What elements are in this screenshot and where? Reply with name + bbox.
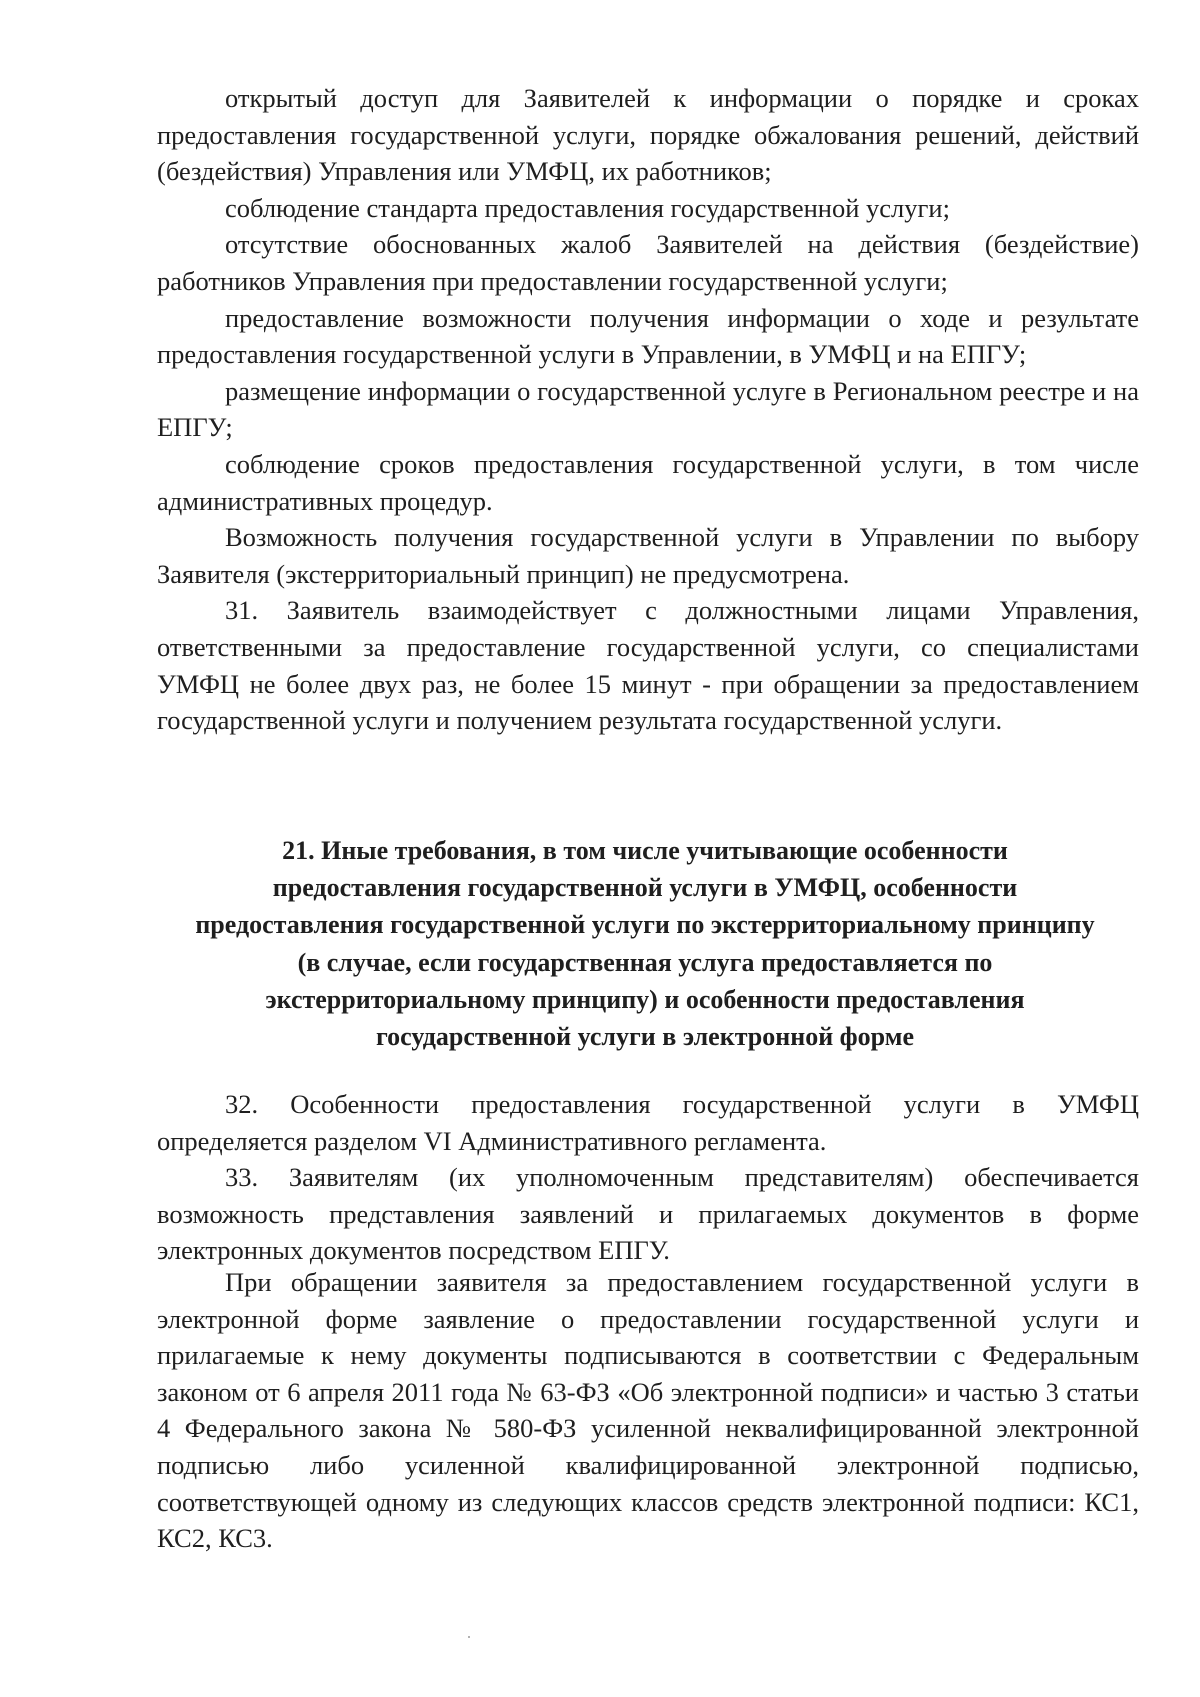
text-block-bottom [157, 1264, 1139, 1557]
paragraph-electronic-signature: При обращении заявителя за предоставлением государственной услуги в электронной форме заявление о предоставлении государственной услуги и прилагаемые к нему документы подписываются в соответствии с Федеральным законом от 6 апреля 2011 года № 63-ФЗ «Об электронной подписи» и частью 3 статьи 4 Федерального закона № 580-ФЗ усиленной неквалифицированной электронной подписью либо усиленной квалифицированной электронной подписью, соответствующей одному из следующих классов средств электронной подписи: КС1, КС2, КС3. [157, 1267, 1139, 1554]
paragraph-standard-compliance: соблюдение стандарта предоставления государственной услуги; [225, 192, 950, 223]
paragraph-33-electronic: 33. Заявителям (их уполномоченным представителям) обеспечивается возможность представления заявлений и прилагаемых документов в форме электронных документов посредством ЕПГУ. [157, 1162, 1139, 1266]
paragraph-open-access: открытый доступ для Заявителей к информации о порядке и сроках предоставления государственной услуги, порядке обжалования решений, действий (бездействия) Управления или УМФЦ, их работников; [157, 83, 1139, 187]
paragraph-registry-info: размещение информации о государственной услуге в Региональном реестре и на ЕПГУ; [157, 375, 1139, 443]
section-heading-21 [150, 832, 1140, 1055]
paragraph-31-interaction: 31. Заявитель взаимодействует с должностными лицами Управления, ответственными за предоставление государственной услуги, со специалистами УМФЦ не более двух раз, не более 15 минут - при обращении за предоставлением государственной услуги и получением результата государственной услуги. [157, 595, 1139, 736]
text-block-mid [157, 1086, 1139, 1269]
heading-line: государственной услуги в электронной форме [376, 1022, 914, 1052]
heading-line: экстерриториальному принципу) и особенности предоставления [265, 984, 1025, 1014]
scan-artifact [468, 1636, 470, 1638]
heading-line: (в случае, если государственная услуга предоставляется по [297, 947, 993, 977]
paragraph-progress-info: предоставление возможности получения информации о ходе и результате предоставления государственной услуги в Управлении, в УМФЦ и на ЕПГУ; [157, 302, 1139, 370]
paragraph-deadlines: соблюдение сроков предоставления государственной услуги, в том числе административных процедур. [157, 448, 1139, 516]
heading-line: предоставления государственной услуги в УМФЦ, особенности [272, 873, 1018, 903]
text-block-top [157, 80, 1139, 739]
heading-line: предоставления государственной услуги по экстерриториальному принципу [195, 910, 1095, 940]
paragraph-no-complaints: отсутствие обоснованных жалоб Заявителей на действия (бездействие) работников Управления при предоставлении государственной услуги; [157, 229, 1139, 296]
paragraph-32-umfc: 32. Особенности предоставления государственной услуги в УМФЦ определяется разделом VI Административного регламента. [157, 1089, 1139, 1156]
heading-line: 21. Иные требования, в том числе учитывающие особенности [282, 836, 1008, 865]
paragraph-extraterritorial: Возможность получения государственной услуги в Управлении по выбору Заявителя (экстерриториальный принцип) не предусмотрена. [157, 522, 1139, 589]
